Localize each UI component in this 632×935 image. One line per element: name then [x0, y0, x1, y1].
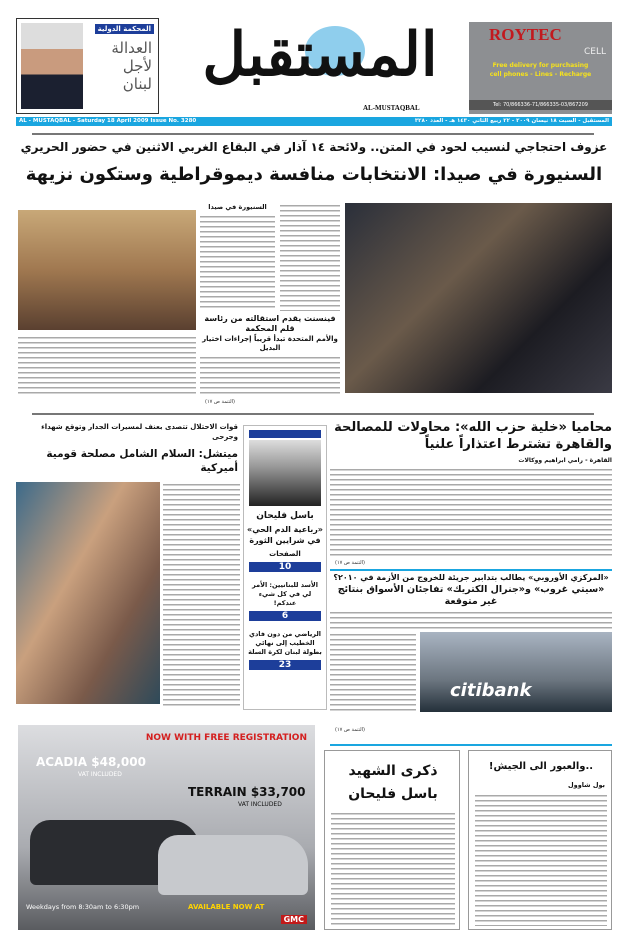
egypt-headline-2: والقاهرة تشترط اعتذاراً علنياً: [424, 437, 612, 452]
ad-tagline: Free delivery for purchasing: [492, 62, 589, 69]
article-text: [200, 355, 340, 396]
ad-sub: CELL: [584, 47, 606, 57]
divider: [330, 569, 612, 571]
article-text: [330, 467, 612, 559]
page-number[interactable]: 6: [249, 611, 321, 621]
citibank-sign: citibank: [450, 680, 532, 701]
lead-subhead: السنيورة في صيدا: [208, 203, 267, 211]
car-image: [158, 835, 308, 895]
lead-kicker: عزوف احتجاجي لنسيب لحود في المتن.. ولائحة ١٤ آذار في البقاع الغربي الاثنين في حضور الحريري: [20, 140, 608, 154]
article-text: [330, 610, 612, 630]
ad-brand: ROYTEC: [489, 25, 562, 44]
court-hall-photo: [18, 210, 196, 330]
ad-phone: Tel: 70/866336-71/866335-03/867209: [469, 100, 612, 110]
pages-label: الصفحات: [269, 550, 301, 558]
ad-banner: NOW WITH FREE REGISTRATION: [145, 733, 307, 743]
court-line: لبنان: [122, 75, 152, 93]
memorial-box: [324, 750, 460, 930]
divider: [32, 413, 594, 415]
sidebar-author: باسل فليحان: [256, 511, 314, 521]
page-number[interactable]: 23: [249, 660, 321, 670]
date-arabic: المستقبل - السبت ١٨ نيسان ٢٠٠٩ - ٢٢ ربيع الثاني ١٤٣٠ هـ - العدد ٣٢٨٠: [414, 118, 609, 124]
article-text: [475, 793, 607, 926]
article-text: [200, 214, 275, 311]
court-badge: المحكمة الدولية: [95, 24, 154, 34]
mitchell-photo: [16, 482, 160, 704]
ad-gmc-logo: GMC: [281, 915, 307, 924]
continued-link[interactable]: (التتمة ص ١٧): [335, 560, 366, 566]
lead-photo: [345, 203, 612, 393]
date-bar: [16, 117, 612, 126]
divider: [330, 744, 612, 746]
portrait-photo: [21, 23, 83, 109]
gmc-ad[interactable]: [18, 725, 315, 930]
citibank-photo: [420, 632, 612, 712]
mitchell-headline: ميتشل: السلام الشامل مصلحة قومية أميركية: [46, 448, 238, 474]
memorial-title: باسل فليحان: [348, 786, 438, 802]
article-text: [330, 632, 416, 712]
sidebar-bar: [249, 430, 321, 438]
logo-arabic: المستقبل: [202, 20, 438, 90]
memorial-title: ذكرى الشهيد: [348, 763, 438, 779]
mitchell-kicker: قوات الاحتلال تتصدى بعنف لمسيرات الجدار وتوقع شهداء وجرحى: [41, 423, 238, 441]
ad-tagline: cell phones - Lines - Recharge: [489, 71, 592, 78]
date-english: AL - MUSTAQBAL - Saturday 18 April 2009 Issue No. 3280: [19, 118, 197, 124]
lead-headline: السنيورة في صيدا: الانتخابات منافسة ديموقراطية وستكون نزيهة: [25, 164, 603, 185]
ad-vat: VAT INCLUDED: [238, 801, 282, 808]
ad-vat: VAT INCLUDED: [78, 771, 122, 778]
sidebar-title: «رباعية الدم الحي» في شرايين الثورة: [247, 525, 323, 545]
sidebar-box: [243, 425, 327, 710]
econ-headline: «سيتي غروب» و«جنرال الكتريك» تفاجئان الأسواق بنتائج غير متوقعة: [337, 584, 605, 607]
logo-english: AL-MUSTAQBAL: [363, 104, 420, 112]
logo: [185, 14, 455, 114]
column-title: ..والعبور الى الجيش!: [488, 761, 594, 772]
column-box: [468, 750, 612, 930]
court-box: [16, 18, 159, 114]
ad-model: ACADIA $48,000: [36, 755, 146, 769]
sidebar-teaser: الرياضي من دون فادي الخطيب إلى نهائي بطولة لبنان لكرة السلة: [248, 630, 322, 656]
divider: [32, 133, 594, 135]
egypt-headline-1: محاميا «خلية حزب الله»: محاولات للمصالحة: [334, 420, 612, 435]
article-text: [331, 811, 455, 926]
court-line: العدالة: [111, 39, 152, 57]
roytec-ad[interactable]: [469, 22, 612, 114]
second-headline-2: والأمم المتحدة تبدأ قريباً إجراءات اختيار البديل: [202, 335, 338, 352]
sidebar-teaser: الأسد للبنانيين: الأمر لي في كل شيء عندكم!: [252, 581, 318, 607]
egypt-byline: القاهرة - رامي ابراهيم ووكالات: [518, 457, 612, 464]
court-line: لأجل: [122, 57, 152, 75]
ad-available: AVAILABLE NOW AT: [188, 903, 265, 911]
article-text: [280, 203, 340, 311]
photo-caption: [18, 335, 196, 395]
ad-hours: Weekdays from 8:30am to 6:30pm: [26, 903, 140, 911]
page-number[interactable]: 10: [249, 562, 321, 572]
column-author: بول شاوول: [568, 781, 605, 789]
continued-link[interactable]: (التتمة ص ١٧): [205, 399, 236, 405]
continued-link[interactable]: (التتمة ص ١٧): [335, 727, 366, 733]
second-headline-1: فينسنت يقدم استقالته من رئاسة قلم المحكمة: [204, 314, 336, 333]
author-photo: [249, 440, 321, 506]
econ-kicker: «المركزي الأوروبي» يطالب بتدابير جريئة للخروج من الأزمة في ٢٠١٠؟: [333, 573, 609, 582]
ad-model: TERRAIN $33,700: [188, 785, 306, 799]
article-text: [163, 482, 240, 707]
